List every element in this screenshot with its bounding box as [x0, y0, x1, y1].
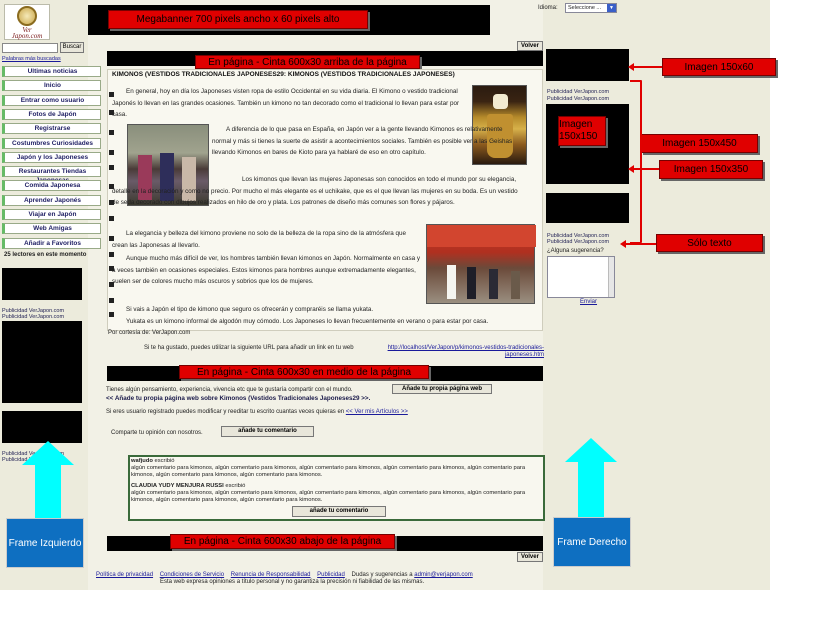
comment-header	[131, 483, 541, 490]
sidebar-item[interactable]: Japón y los Japoneses	[2, 152, 101, 163]
arrow-up-right-shaft	[578, 461, 604, 517]
right-publicidad-3[interactable]: Publicidad VerJapon.com	[547, 233, 610, 239]
comment-header	[131, 458, 541, 465]
footer-email-link[interactable]: admin@verjapon.com	[414, 572, 473, 578]
left-publicidad-3[interactable]: Publicidad VerJapon.com	[2, 451, 65, 457]
annotation-bracket-vertical	[640, 80, 642, 243]
frame-izquierdo-label: Frame Izquierdo	[6, 518, 84, 568]
logo-text: Ver Japon.com	[11, 26, 43, 40]
article-link-prefix: Si te ha gustado, puedes utilizar la siguiente URL para añadir un link en tu web	[144, 345, 354, 351]
comment-author[interactable]: wafjudo	[131, 458, 153, 464]
arrow-up-icon	[565, 438, 617, 462]
margin-mark	[109, 150, 114, 155]
annotation-arrow-150x60	[632, 66, 662, 68]
annotation-solo-texto: Sólo texto	[656, 234, 763, 252]
left-ad-1[interactable]	[2, 268, 82, 300]
share-line3	[106, 409, 408, 415]
sidebar-item[interactable]: Registrarse	[2, 123, 101, 134]
search-input[interactable]	[2, 43, 58, 53]
sidebar-item[interactable]: Inicio	[2, 80, 101, 91]
arrow-up-icon	[22, 441, 74, 465]
search-button[interactable]: Buscar	[60, 42, 84, 53]
footer-disclaimer: Esta web expresa opiniones a título personal y no garantiza la precisión ni fiabilidad de las mismas.	[160, 579, 425, 585]
photo-temple-wedding[interactable]	[426, 224, 535, 304]
article-p7: Yukata es un kimono informal de algodón muy cómodo. Los Japoneses lo llevan frecuentemente en verano o para estar por casa.	[126, 318, 489, 325]
sidebar-item[interactable]: Restaurantes Tiendas	[2, 166, 101, 177]
article-cortesia: Por cortesía de: VerJapon.com	[108, 330, 191, 336]
right-ad-150x60[interactable]	[546, 49, 629, 81]
add-page-button[interactable]: Añade tu propia página web	[392, 384, 492, 394]
sidebar-item[interactable]: Entrar como usuario	[2, 95, 101, 106]
left-ad-2[interactable]	[2, 321, 82, 403]
annotation-bracket-top	[630, 80, 641, 82]
frame-derecho-label: Frame Derecho	[553, 517, 631, 567]
margin-mark	[109, 165, 114, 170]
sidebar-item[interactable]: Fotos de Japón	[2, 109, 101, 120]
article-title: KIMONOS (VESTIDOS TRADICIONALES JAPONESES29: KIMONOS (VESTIDOS TRADICIONALES JAPONESES)	[112, 71, 455, 78]
left-publicidad-4[interactable]: Publicidad VerJapon.com	[2, 457, 65, 463]
right-publicidad-4[interactable]: Publicidad VerJapon.com	[547, 239, 610, 245]
idioma-label: Idioma:	[538, 5, 558, 11]
sidebar-item[interactable]: Costumbres Curiosidades	[2, 138, 101, 149]
footer-link-privacidad[interactable]: Política de privacidad	[96, 572, 154, 578]
enviar-link[interactable]: Enviar	[580, 299, 598, 305]
annotation-img150x150: Imagen 150x150	[558, 116, 606, 146]
site-logo[interactable]	[4, 4, 50, 40]
article-p2: A diferencia de lo que pasa en España, en Japón ver a la gente llevando Kimonos es relativamente normal y más si tienes la suerte de asistir a acontecimientos sociales. También es posible ver a las Geishas llevando Kimonos en bares de Kioto para ya hablaré de eso en otro capítulo.	[212, 126, 513, 156]
share-line2[interactable]: << Añade tu propia página web sobre Kimonos (Vestidos Tradicionales Japoneses29 >>.	[106, 395, 371, 402]
annotation-img150x350: Imagen 150x350	[659, 160, 763, 179]
opinion-text: Comparte tu opinión con nosotros.	[111, 430, 203, 436]
arrowhead-icon	[628, 63, 634, 71]
sidebar-item[interactable]: Aprender Japonés	[2, 195, 101, 206]
article-p4: La elegancia y belleza del kimono proviene no solo de la belleza de la ropa sino de la atmósfera que crean las Japonesas al llevarlo.	[112, 230, 407, 249]
arrowhead-icon	[628, 165, 634, 173]
comment-text: algún comentario para kimonos, algún comentario para kimonos, algún comentario para kimonos, algún comentario para kimonos, algún comentario para kimonos, algún comentario para kimonos, algún comentario para kimonos.	[131, 465, 526, 478]
idioma-select-value: Seleccione ...	[568, 5, 602, 11]
share-line1: Tienes algún pensamiento, experiencia, vivencia etc que te gustaría compartir con el mundo.	[106, 387, 353, 393]
palabras-link[interactable]: Palabras más buscadas	[2, 56, 61, 62]
right-publicidad-1[interactable]: Publicidad VerJapon.com	[547, 89, 610, 95]
article-p6: Si vais a Japón el tipo de kimono que seguro os ofrecerán y compraréis se llama yukata.	[126, 306, 374, 313]
cinta-medio-label: En página - Cinta 600x30 en medio de la página	[179, 365, 429, 379]
share-line3-text: Si eres usuario registrado puedes modificar y reeditar tu escrito cuantas veces quieras en	[106, 409, 345, 415]
chevron-down-icon: ▼	[607, 4, 616, 12]
sugerencia-label: ¿Alguna sugerencia?	[547, 248, 604, 254]
footer-link-publicidad[interactable]: Publicidad	[317, 572, 345, 578]
right-ad-150x350[interactable]	[546, 193, 629, 223]
footer-link-condiciones[interactable]: Condiciones de Servicio	[159, 572, 225, 578]
article-p1: En general, hoy en día los Japoneses visten ropa de estilo Occidental en su vida diaria. El Kimono o vestido tradicional Japonés lo llevan en las grandes ocasiones. También un kimono no tan decorado como el tradicional lo llevan para estar por casa.	[112, 88, 460, 118]
sugerencia-textarea[interactable]	[547, 256, 615, 298]
logo-emblem-icon	[17, 6, 37, 26]
annotation-img150x450: Imagen 150x450	[641, 134, 758, 153]
arrowhead-icon	[620, 240, 626, 248]
cinta-arriba-label: En página - Cinta 600x30 arriba de la página	[195, 55, 420, 69]
article-link-url[interactable]: http://localhost/VerJapon/p/kimonos-vestidos-tradicionales-japoneses.htm	[387, 345, 544, 358]
annotation-arrow-150x350	[632, 168, 659, 170]
comment-item	[131, 458, 541, 479]
sidebar-item[interactable]: Viajar en Japón	[2, 209, 101, 220]
add-comment-button[interactable]: añade tu comentario	[221, 426, 314, 437]
cinta-abajo-label: En página - Cinta 600x30 abajo de la página	[170, 534, 395, 549]
sidebar-item[interactable]: Ultimas noticias	[2, 66, 101, 77]
footer-link-renuncia[interactable]: Renuncia de Responsabilidad	[230, 572, 311, 578]
margin-mark	[109, 298, 114, 303]
megabanner-label: Megabanner 700 pixels ancho x 60 pixels alto	[108, 10, 368, 29]
sidebar-item[interactable]: Añadir a Favoritos	[2, 238, 101, 249]
idioma-select[interactable]	[565, 3, 617, 13]
sidebar-item[interactable]: Comida Japonesa	[2, 180, 101, 191]
article-p5: Aunque mucho más difícil de ver, los hombres también llevan kimonos en Japón. Normalmente en casa y a veces también en ocasiones especiales. Estos kimonos para hombres aunque extremadamente elegantes, suelen ser de colores mucho más oscuros y sobrios que los de mujeres.	[112, 255, 421, 285]
right-publicidad-2[interactable]: Publicidad VerJapon.com	[547, 96, 610, 102]
comment-item	[131, 483, 541, 504]
arrow-up-left-shaft	[35, 464, 61, 518]
footer-contact-prefix: Dudas y sugerencias a	[351, 572, 413, 578]
margin-mark	[109, 130, 114, 135]
annotation-img150x60: Imagen 150x60	[662, 58, 776, 76]
left-ad-3[interactable]	[2, 411, 82, 443]
comment-verb: escribió	[225, 483, 246, 489]
volver-bottom-button[interactable]: Volver	[517, 552, 543, 562]
lectores-count: 25 lectores en este momento	[4, 252, 87, 258]
left-publicidad-1[interactable]: Publicidad VerJapon.com	[2, 308, 65, 314]
sidebar-item[interactable]: Web Amigas	[2, 223, 101, 234]
ver-mis-articulos-link[interactable]: << Ver mis Artículos >>	[345, 409, 408, 415]
add-comment-button-2[interactable]: añade tu comentario	[292, 506, 386, 517]
comment-verb: escribió	[154, 458, 175, 464]
left-publicidad-2[interactable]: Publicidad VerJapon.com	[2, 314, 65, 320]
footer-links	[96, 572, 473, 578]
annotation-arrow-solo-texto	[626, 243, 656, 245]
comment-text: algún comentario para kimonos, algún comentario para kimonos, algún comentario para kimonos, algún comentario para kimonos, algún comentario para kimonos, algún comentario para kimonos, algún comentario para kimonos.	[131, 490, 526, 503]
margin-mark	[109, 216, 114, 221]
volver-top-button[interactable]: Volver	[517, 41, 543, 51]
article-p3: Los kimonos que llevan las mujeres Japonesas son conocidos en todo el mundo por su elegancia, detalle en la decoración y como no precio. Por mucho el más elegante es el uchikake, que es el que llevan las mujeres en su boda. Es un vestido de seda decorado con dibujos realizados en hilo de oro y plata. Los patrones de diseño más comunes son flores y pájaros.	[112, 176, 518, 206]
textarea-scrollbar[interactable]	[608, 257, 614, 297]
comment-author[interactable]: CLAUDIA YUDY MENJURA RUSSI	[131, 483, 224, 489]
